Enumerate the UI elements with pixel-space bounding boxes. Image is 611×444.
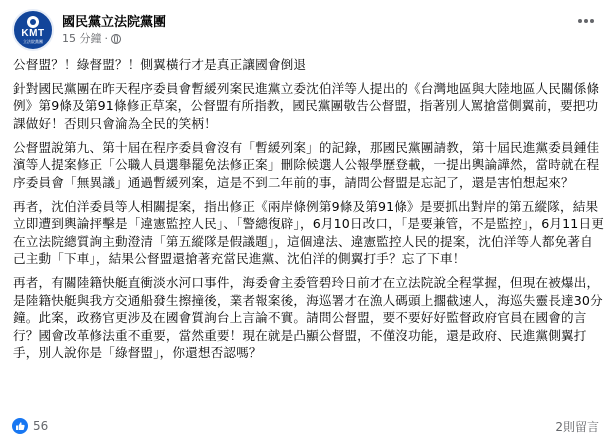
post-header bbox=[12, 8, 166, 52]
post-timestamp-row bbox=[62, 31, 166, 46]
post-paragraph: 公督盟說第九、第十屆在程序委員會沒有「暫緩列案」的記錄，那國民黨團請教，第十屆民進黨委員鍾佳濱等人提案修正「公職人員選舉罷免法修正案」刪除候選人公報學歷登載，一提出輿論譁然，當時就在程序委員會「無異議」通過暫緩列案，這是不到二年前的事，請問公督盟是忘記了，還是害怕想起來？ bbox=[13, 139, 600, 190]
post-meta bbox=[62, 14, 166, 46]
post-text bbox=[13, 56, 605, 368]
post-timestamp[interactable]: 15 分鐘 bbox=[62, 32, 102, 45]
comments-count-link[interactable]: 2則留言 bbox=[555, 419, 599, 434]
more-options-icon[interactable] bbox=[575, 13, 597, 29]
post-paragraph: 針對國民黨團在昨天程序委員會暫緩列案民進黨立委沈伯洋等人提出的《台灣地區與大陸地區人民關係條例》第9條及第91條修正草案，公督盟有所指教，國民黨團敬告公督盟，指著別人罵搶當側翼前，要把功課做好！否則只會淪為全民的笑柄！ bbox=[13, 80, 600, 131]
avatar-logo-text: KMT bbox=[21, 28, 45, 39]
globe-icon bbox=[111, 34, 121, 44]
page-avatar[interactable] bbox=[12, 9, 54, 51]
page-name-link[interactable]: 國民黨立法院黨團 bbox=[62, 15, 167, 30]
post-headline: 公督盟？！綠督盟？！側翼橫行才是真正讓國會倒退 bbox=[13, 57, 307, 72]
kmt-sun-icon bbox=[27, 16, 39, 28]
post-footer bbox=[12, 414, 599, 438]
reactions-summary[interactable] bbox=[12, 418, 48, 434]
post-paragraph: 再者，沈伯洋委員等人相關提案，指出修正《兩岸條例第9條及第91條》是要抓出對岸的第五縱隊，結果立即遭到輿論抨擊是「違憲監控人民」、「警總復辟」，6月10日改口，「是要兼管，不是監控」，6月11日更在立法院總質詢主動澄清「第五縱隊是假議題」，這個違法、違憲監控人民的提案，沈伯洋等人都免著自己主動「下車」，結果公督盟還搶著充當民進黨、沈伯洋的側翼打手？忘了下車！ bbox=[13, 198, 604, 266]
avatar-logo-subtext: 立法院黨團 bbox=[23, 39, 43, 44]
timestamp-separator: · bbox=[104, 32, 108, 45]
like-reaction-icon bbox=[12, 418, 28, 434]
post-paragraph: 再者，有關陸籍快艇直衝淡水河口事件，海委會主委管碧玲日前才在立法院說全程掌握，但現在被爆出，是陸籍快艇與我方交通船發生擦撞後，業者報案後，海巡署才在漁人碼頭上擱截速人，海巡失靈長達30分鐘。此案，政務官更涉及在國會質詢台上言論不實。請問公督盟，要不要好好監督政府官員在國會的言行？國會改革修法重不重要，當然重要！現在就是凸顯公督盟，不僅沒功能，還是政府、民進黨側翼打手，別人說你是「綠督盟」，你還想否認嗎？ bbox=[13, 275, 603, 360]
reaction-count: 56 bbox=[33, 419, 49, 433]
